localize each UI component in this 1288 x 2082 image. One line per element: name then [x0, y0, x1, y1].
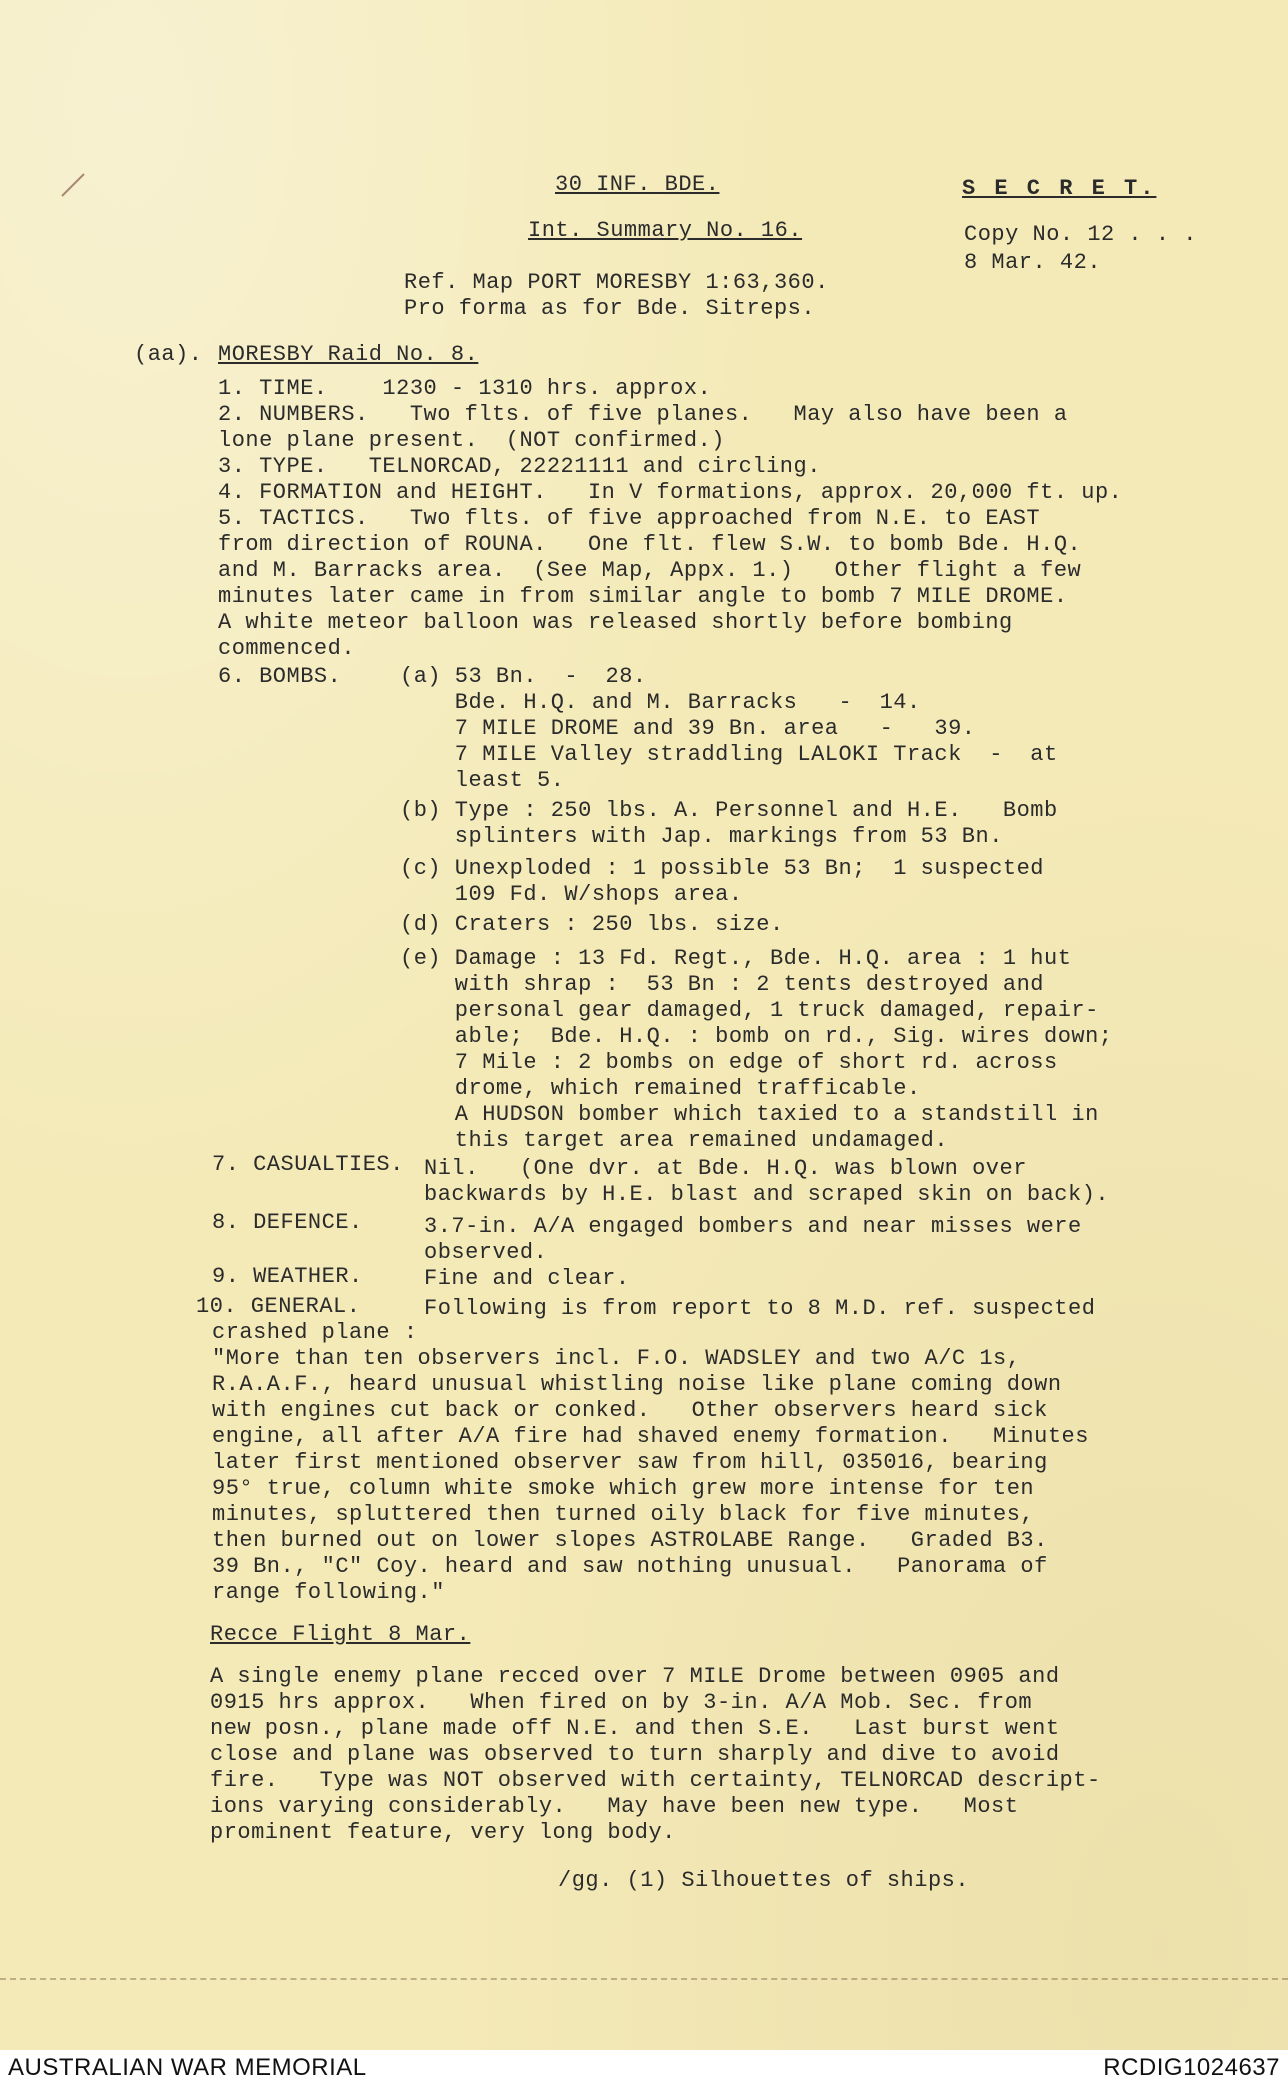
enclosure-note: /gg. (1) Silhouettes of ships.	[558, 1868, 970, 1893]
raid-line: 2. NUMBERS. Two flts. of five planes. May also have been a	[218, 402, 1068, 427]
punch-hole-mark	[60, 170, 88, 198]
recce-line: ions varying considerably. May have been new type. Most	[210, 1794, 1019, 1819]
bombs-line: drome, which remained trafficable.	[400, 1076, 921, 1101]
recce-line: fire. Type was NOT observed with certainty, TELNORCAD descript-	[210, 1768, 1101, 1793]
bombs-line: (d) Craters : 250 lbs. size.	[400, 912, 784, 937]
recce-line: A single enemy plane recced over 7 MILE Drome between 0905 and	[210, 1664, 1060, 1689]
raid-line: 4. FORMATION and HEIGHT. In V formations, approx. 20,000 ft. up.	[218, 480, 1123, 505]
recce-line: close and plane was observed to turn sharply and dive to avoid	[210, 1742, 1060, 1767]
bombs-line: personal gear damaged, 1 truck damaged, repair-	[400, 998, 1099, 1023]
bombs-line: (c) Unexploded : 1 possible 53 Bn; 1 suspected	[400, 856, 1045, 881]
general-line: then burned out on lower slopes ASTROLABE Range. Graded B3.	[212, 1528, 1048, 1553]
recce-line: 0915 hrs approx. When fired on by 3-in. A/A Mob. Sec. from	[210, 1690, 1033, 1715]
general-label: 10. GENERAL.	[196, 1294, 361, 1319]
raid-line: and M. Barracks area. (See Map, Appx. 1.) Other flight a few	[218, 558, 1082, 583]
bombs-line: 109 Fd. W/shops area.	[400, 882, 743, 907]
general-line: "More than ten observers incl. F.O. WADSLEY and two A/C 1s,	[212, 1346, 1021, 1371]
bombs-line: 7 MILE Valley straddling LALOKI Track - at	[400, 742, 1058, 767]
raid-line: 1. TIME. 1230 - 1310 hrs. approx.	[218, 376, 712, 401]
bombs-label: 6. BOMBS.	[218, 664, 342, 689]
weather-label: 9. WEATHER.	[212, 1264, 363, 1289]
weather-text: Fine and clear.	[424, 1266, 630, 1291]
general-line: minutes, spluttered then turned oily black for five minutes,	[212, 1502, 1035, 1527]
raid-line: from direction of ROUNA. One flt. flew S.W. to bomb Bde. H.Q.	[218, 532, 1082, 557]
general-line: crashed plane :	[212, 1320, 418, 1345]
casualties-label: 7. CASUALTIES.	[212, 1152, 404, 1177]
archive-id: RCDIG1024637	[1103, 2054, 1280, 2081]
bombs-line: this target area remained undamaged.	[400, 1128, 949, 1153]
general-line: later first mentioned observer saw from hill, 035016, bearing	[212, 1450, 1048, 1475]
bombs-line: (e) Damage : 13 Fd. Regt., Bde. H.Q. area : 1 hut	[400, 946, 1072, 971]
map-reference: Ref. Map PORT MORESBY 1:63,360.	[404, 270, 829, 295]
bombs-line: 7 Mile : 2 bombs on edge of short rd. across	[400, 1050, 1058, 1075]
defence-line: 3.7-in. A/A engaged bombers and near misses were	[424, 1214, 1082, 1239]
bombs-line: (b) Type : 250 lbs. A. Personnel and H.E. Bomb	[400, 798, 1058, 823]
raid-line: A white meteor balloon was released shortly before bombing	[218, 610, 1013, 635]
bombs-line: able; Bde. H.Q. : bomb on rd., Sig. wires down;	[400, 1024, 1113, 1049]
bombs-line: with shrap : 53 Bn : 2 tents destroyed and	[400, 972, 1045, 997]
document-date: 8 Mar. 42.	[964, 250, 1102, 275]
archive-name: AUSTRALIAN WAR MEMORIAL	[8, 2054, 367, 2081]
raid-line: 3. TYPE. TELNORCAD, 22221111 and circling.	[218, 454, 821, 479]
bombs-line: Bde. H.Q. and M. Barracks - 14.	[400, 690, 921, 715]
casualties-line: backwards by H.E. blast and scraped skin on back).	[424, 1182, 1110, 1207]
classification-stamp: S E C R E T.	[962, 176, 1157, 201]
perforation-line	[0, 1978, 1288, 1986]
section-prefix: (aa).	[134, 342, 203, 367]
bombs-line: 7 MILE DROME and 39 Bn. area - 39.	[400, 716, 976, 741]
general-line: 95° true, column white smoke which grew more intense for ten	[212, 1476, 1035, 1501]
bombs-line: least 5.	[400, 768, 565, 793]
recce-line: prominent feature, very long body.	[210, 1820, 676, 1845]
copy-number: Copy No. 12 . . .	[964, 222, 1197, 247]
archive-footer	[0, 2050, 1288, 2082]
casualties-line: Nil. (One dvr. at Bde. H.Q. was blown over	[424, 1156, 1027, 1181]
raid-line: 5. TACTICS. Two flts. of five approached from N.E. to EAST	[218, 506, 1041, 531]
raid-line: commenced.	[218, 636, 356, 661]
bombs-line: A HUDSON bomber which taxied to a standstill in	[400, 1102, 1099, 1127]
general-line: Following is from report to 8 M.D. ref. suspected	[424, 1296, 1096, 1321]
recce-heading: Recce Flight 8 Mar.	[210, 1622, 471, 1647]
defence-label: 8. DEFENCE.	[212, 1210, 363, 1235]
general-line: engine, all after A/A fire had shaved enemy formation. Minutes	[212, 1424, 1089, 1449]
raid-heading: MORESBY Raid No. 8.	[218, 342, 479, 367]
defence-line: observed.	[424, 1240, 548, 1265]
pro-forma-line: Pro forma as for Bde. Sitreps.	[404, 296, 816, 321]
bombs-line: splinters with Jap. markings from 53 Bn.	[400, 824, 1003, 849]
summary-title: Int. Summary No. 16.	[528, 218, 803, 243]
raid-line: lone plane present. (NOT confirmed.)	[218, 428, 725, 453]
unit-heading: 30 INF. BDE.	[555, 172, 720, 197]
general-line: 39 Bn., "C" Coy. heard and saw nothing unusual. Panorama of	[212, 1554, 1048, 1579]
bombs-line: (a) 53 Bn. - 28.	[400, 664, 647, 689]
recce-line: new posn., plane made off N.E. and then S.E. Last burst went	[210, 1716, 1060, 1741]
general-line: R.A.A.F., heard unusual whistling noise like plane coming down	[212, 1372, 1062, 1397]
general-line: with engines cut back or conked. Other observers heard sick	[212, 1398, 1048, 1423]
raid-line: minutes later came in from similar angle to bomb 7 MILE DROME.	[218, 584, 1068, 609]
general-line: range following."	[212, 1580, 445, 1605]
